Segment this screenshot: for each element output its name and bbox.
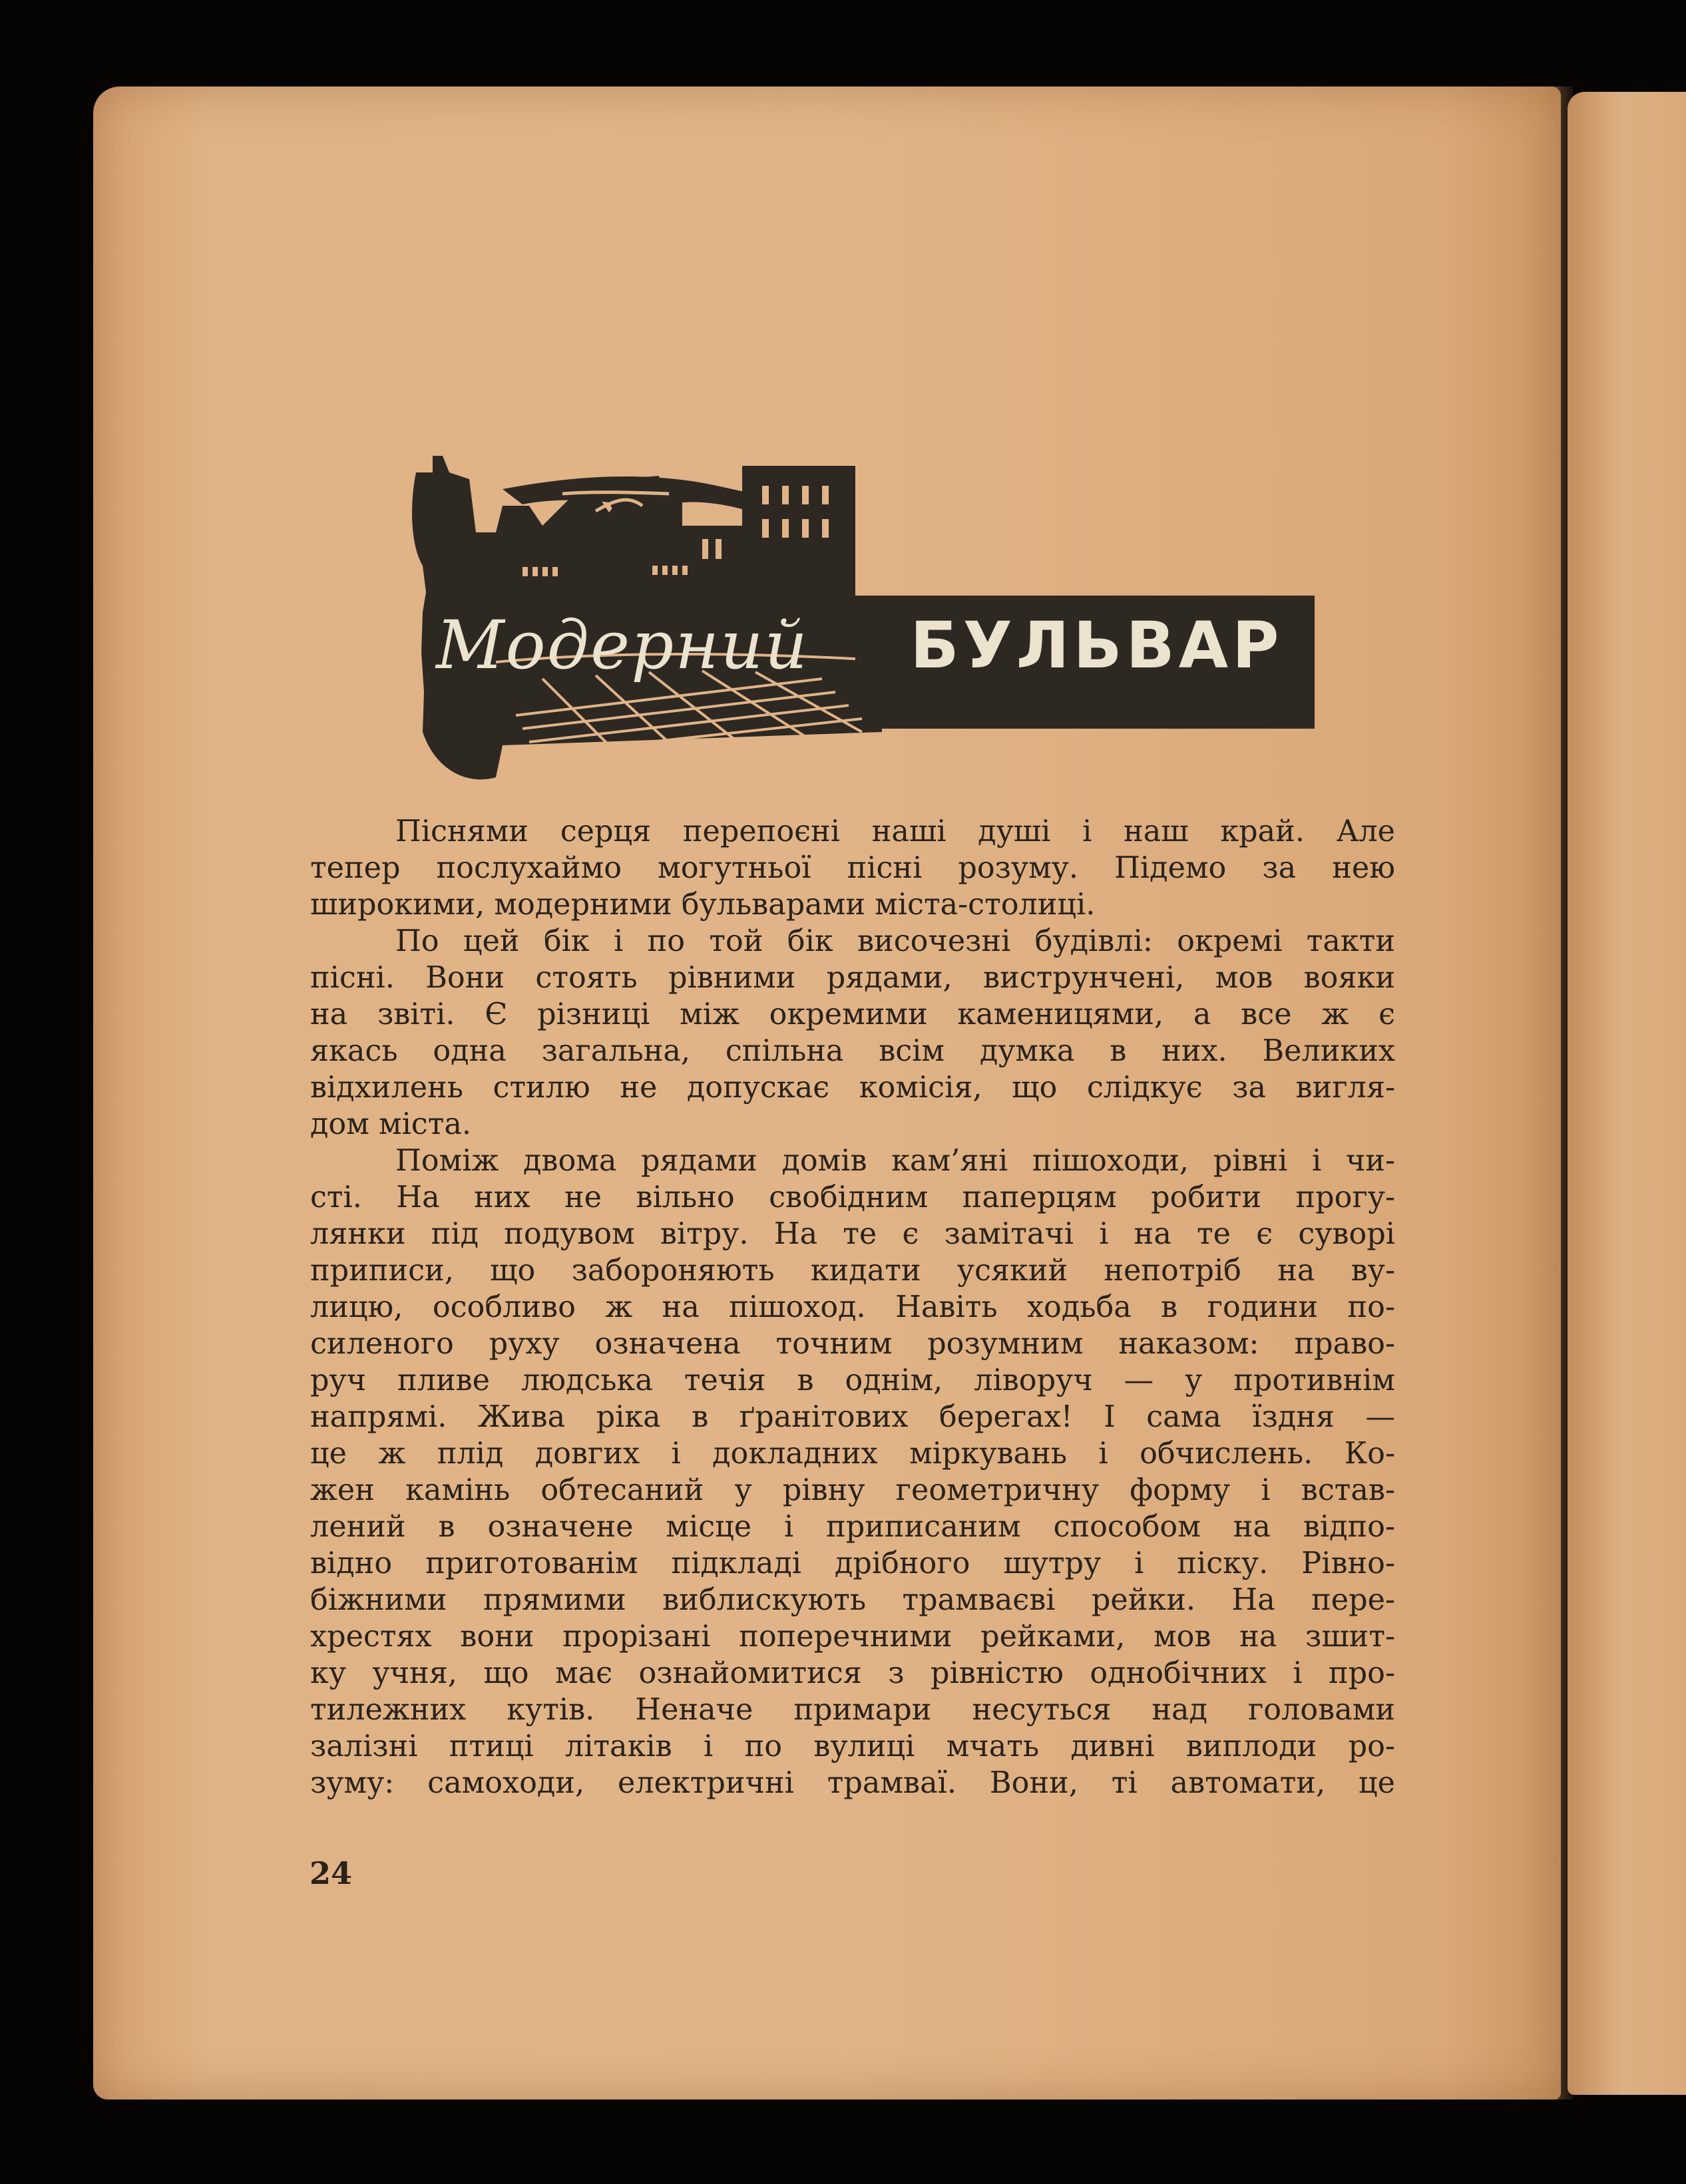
text-line: дом міста. xyxy=(310,1107,472,1141)
text-line: приписи, що забороняють кидати усякий непотріб на ву- xyxy=(310,1254,1395,1288)
text-line: напрямі. Жива ріка в ґранітових берегах! І сама їздня — xyxy=(310,1400,1395,1434)
text-line: це ж плід довгих і докладних міркувань і обчислень. Ко- xyxy=(310,1437,1395,1471)
text-line: Поміж двома рядами домів кам’яні пішоходи, рівні і чи- xyxy=(395,1144,1395,1178)
text-line: відхилень стилю не допускає комісія, що слідкує за вигля- xyxy=(310,1071,1395,1105)
text-line: широкими, модерними бульварами міста-столиці. xyxy=(310,888,1096,922)
text-line: залізні птиці літаків і по вулиці мчать дивні виплоди ро- xyxy=(310,1729,1395,1763)
banner-illustration xyxy=(396,453,1318,792)
text-line: відно приготованім підкладі дрібного шутру і піску. Рівно- xyxy=(310,1547,1395,1580)
text-line: ку учня, що має ознайомитися з рівністю однобічних і про- xyxy=(310,1656,1395,1690)
text-line: По цей бік і по той бік височезні будівлі: окремі такти xyxy=(395,924,1395,958)
banner-woodcut-shape xyxy=(412,456,1315,779)
text-line: зуму: самоходи, електричні трамваї. Вони, ті автомати, це xyxy=(310,1766,1395,1800)
text-line: Піснями серця перепоєні наші душі і наш край. Але xyxy=(395,815,1395,848)
page-number: 24 xyxy=(310,1855,353,1891)
bird-icon xyxy=(503,476,749,517)
text-line: пісні. Вони стоять рівними рядами, виструнчені, мов вояки xyxy=(310,961,1395,995)
text-line: лицю, особливо ж на пішоход. Навіть ходьба в години по- xyxy=(310,1290,1395,1324)
text-line: лений в означене місце і приписаним способом на відпо- xyxy=(310,1510,1395,1544)
text-line: якась одна загальна, спільна всім думка в них. Великих xyxy=(310,1034,1395,1068)
facing-page-edge xyxy=(1568,92,1686,2095)
text-line: лянки під подувом вітру. На те є замітачі і на те є суворі xyxy=(310,1217,1395,1251)
paragraph-2 xyxy=(310,923,1395,1143)
text-line: тепер послухаймо могутньої пісні розуму. Підемо за нею xyxy=(310,851,1395,885)
text-line: хрестях вони прорізані поперечними рейками, мов на зшит- xyxy=(310,1620,1395,1654)
text-line: тилежних кутів. Неначе примари несуться над головами xyxy=(310,1693,1395,1727)
text-line: сті. На них не вільно свобідним паперцям робити прогу- xyxy=(310,1181,1395,1214)
text-line: на звіті. Є різниці між окремими каменицями, а все ж є xyxy=(310,998,1395,1031)
text-line: біжними прямими виблискують трамваєві рейки. На пере- xyxy=(310,1583,1395,1617)
paragraph-1 xyxy=(310,813,1395,923)
paragraph-3 xyxy=(310,1143,1395,1801)
title-word-bulvar: БУЛЬВАР xyxy=(910,608,1283,683)
text-line: руч пливе людська течія в однім, ліворуч — у противнім xyxy=(310,1364,1395,1397)
text-line: силеного руху означена точним розумним наказом: право- xyxy=(310,1327,1395,1361)
title-word-modernyi: Модерний xyxy=(436,606,809,684)
body-text xyxy=(310,813,1395,1801)
text-line: жен камінь обтесаний у рівну геометричну форму і встав- xyxy=(310,1473,1395,1507)
